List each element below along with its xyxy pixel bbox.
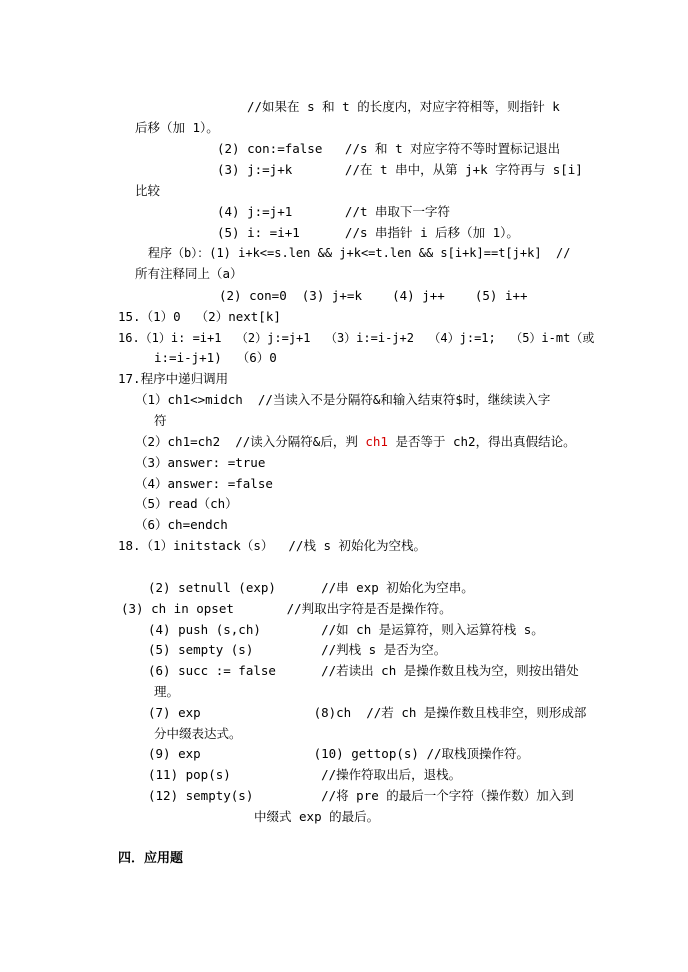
text-line: i:=i-j+1) （6）0 (154, 350, 277, 365)
text-line: (5) i: =i+1 //s 串指针 i 后移（加 1）。 (217, 225, 519, 240)
section-heading: 四．应用题 (118, 851, 184, 866)
text-line: (2) con=0 (3) j+=k (4) j++ (5) i++ (219, 288, 528, 303)
text-line: 所有注释同上（a） (135, 266, 243, 281)
text-line: 理。 (154, 684, 180, 699)
text-line (135, 434, 576, 450)
text-line: 分中缀表达式。 (154, 726, 242, 741)
text-line: （4）answer: =false (135, 476, 273, 491)
text-line: 后移（加 1）。 (135, 120, 219, 135)
text-line: （6）ch=endch (135, 517, 228, 532)
text-line: (5) sempty (s) //判栈 s 是否为空。 (148, 642, 447, 657)
text-line: (2) setnull (exp) //串 exp 初始化为空串。 (148, 580, 474, 595)
text-line: (3) ch in opset //判取出字符是否是操作符。 (121, 601, 452, 616)
text-line: （3）answer: =true (135, 455, 266, 470)
text-line: 比较 (135, 183, 161, 198)
text-line: 16.（1）i: =i+1 （2）j:=j+1 （3）i:=i-j+2 （4）j:=1; （5）i-mt（或 (118, 331, 595, 345)
text-line: （1）ch1<>midch //当读入不是分隔符&和输入结束符$时，继续读入字 (135, 392, 551, 407)
text-line: (6) succ := false //若读出 ch 是操作数且栈为空，则按出错处 (148, 663, 579, 678)
text-line: 程序（b）：(1) i+k<=s.len && j+k<=t.len && s[i+k]==t[j+k] // (148, 246, 571, 260)
text-line: (7) exp (8)ch //若 ch 是操作数且栈非空，则形成部 (148, 705, 587, 720)
text-line: (3) j:=j+k //在 t 串中，从第 j+k 字符再与 s[i] (217, 162, 583, 177)
text-line: (9) exp (10) gettop(s) //取栈顶操作符。 (148, 746, 530, 761)
text-line: 17.程序中递归调用 (118, 371, 229, 386)
text-line: //如果在 s 和 t 的长度内，对应字符相等，则指针 k (247, 99, 560, 114)
text-line: (4) push (s,ch) //如 ch 是运算符，则入运算符栈 s。 (148, 622, 544, 637)
text-segment: 是否等于 ch2，得出真假结论。 (387, 434, 576, 449)
text-line: 中缀式 exp 的最后。 (254, 809, 380, 824)
text-line: 18.（1）initstack（s） //栈 s 初始化为空栈。 (118, 538, 427, 553)
text-segment: （2）ch1=ch2 //读入分隔符&后，判 (135, 434, 366, 449)
text-line: (11) pop(s) //操作符取出后，退栈。 (148, 767, 462, 782)
text-line: （5）read（ch） (135, 496, 238, 511)
text-line: 符 (154, 413, 167, 428)
highlighted-text: ch1 (365, 434, 388, 449)
text-line: 15.（1）0 （2）next[k] (118, 309, 281, 324)
text-line: (2) con:=false //s 和 t 对应字符不等时置标记退出 (217, 141, 561, 156)
text-line: (4) j:=j+1 //t 串取下一字符 (217, 204, 451, 219)
text-line: (12) sempty(s) //将 pre 的最后一个字符（操作数）加入到 (148, 788, 574, 803)
